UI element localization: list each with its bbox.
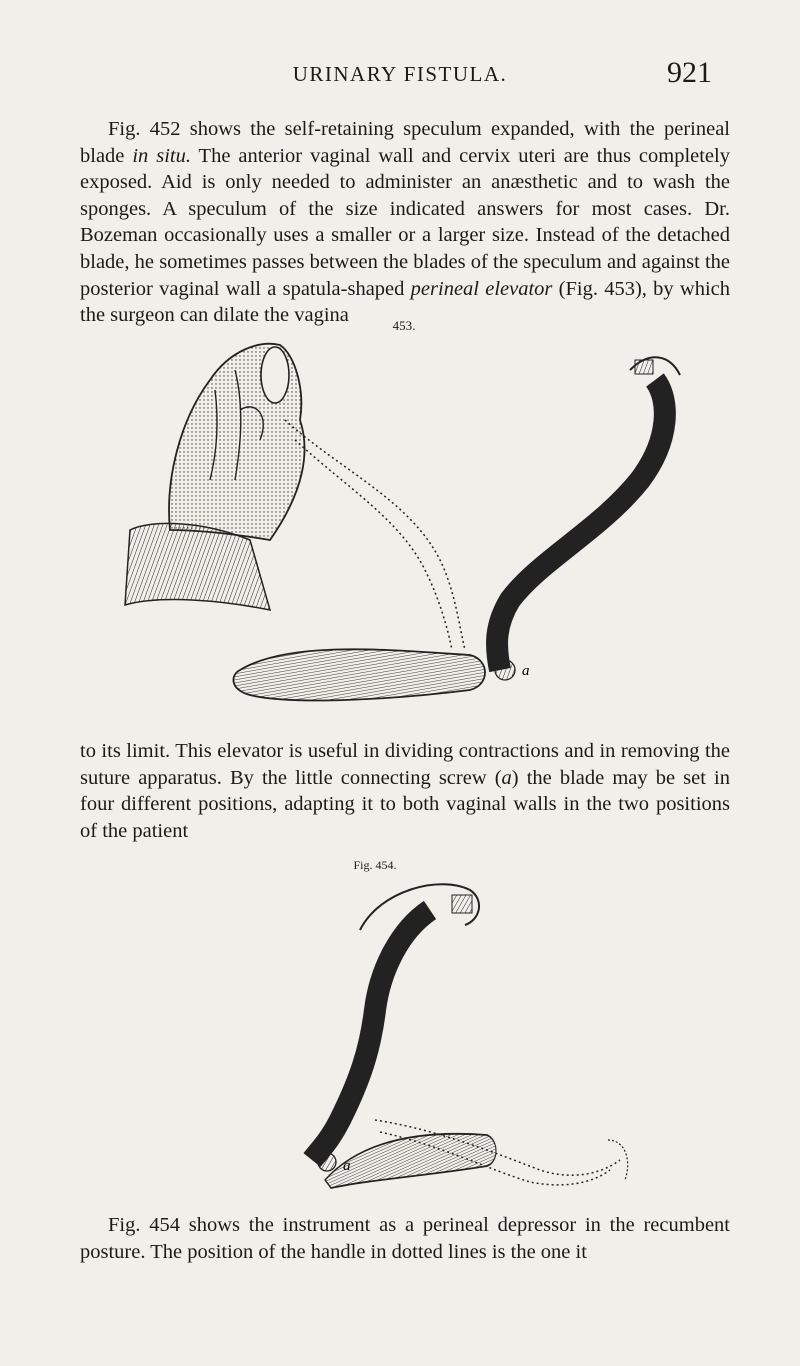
running-title: URINARY FISTULA. <box>292 62 508 86</box>
p2-text-c: ) the blade may be set in four different positions, adapting it to both vaginal walls in the two positions of the patient <box>80 766 730 842</box>
figure-454-illustration <box>240 870 640 1190</box>
figure-454-screw-label: a <box>343 1158 351 1174</box>
figure-454-label: Fig. 454. <box>353 858 397 872</box>
p2-italic-a: a <box>501 766 512 789</box>
figure-453-label: 453. <box>392 318 416 333</box>
page-number: 921 <box>667 56 712 89</box>
figure-453-illustration <box>110 330 690 730</box>
p1-italic-in-situ: in situ. <box>132 144 191 167</box>
paragraph-3: Fig. 454 shows the instrument as a perineal depressor in the recumbent posture. The position of the handle in dotted lines is the one it <box>80 1214 730 1263</box>
p1-text-e: (Fig. 453), by which the surgeon can dilate the vagina <box>80 277 730 327</box>
paragraph-2 <box>80 738 730 844</box>
p1-italic-perineal-elevator: perineal elevator <box>410 277 553 300</box>
p1-text-c: The anterior vaginal wall and cervix uteri are thus completely exposed. Aid is only needed to administer an anæsthetic and to wash the sponges. A speculum of the size indicated answers for most cases. Dr. Bozeman occasionally uses a smaller or a larger size. Instead of the detached blade, he sometimes passes between the blades of the speculum and against the posterior vaginal wall a spatula-shaped <box>80 144 730 300</box>
figure-453-screw-label: a <box>522 663 530 679</box>
paragraph-1 <box>80 116 730 329</box>
p2-text-a: to its limit. This elevator is useful in dividing contractions and in removing the suture apparatus. By the little connecting screw ( <box>80 740 730 789</box>
p1-text-a: Fig. 452 shows the self-retaining speculum expanded, with the perineal blade <box>80 118 730 167</box>
running-head <box>0 56 800 96</box>
